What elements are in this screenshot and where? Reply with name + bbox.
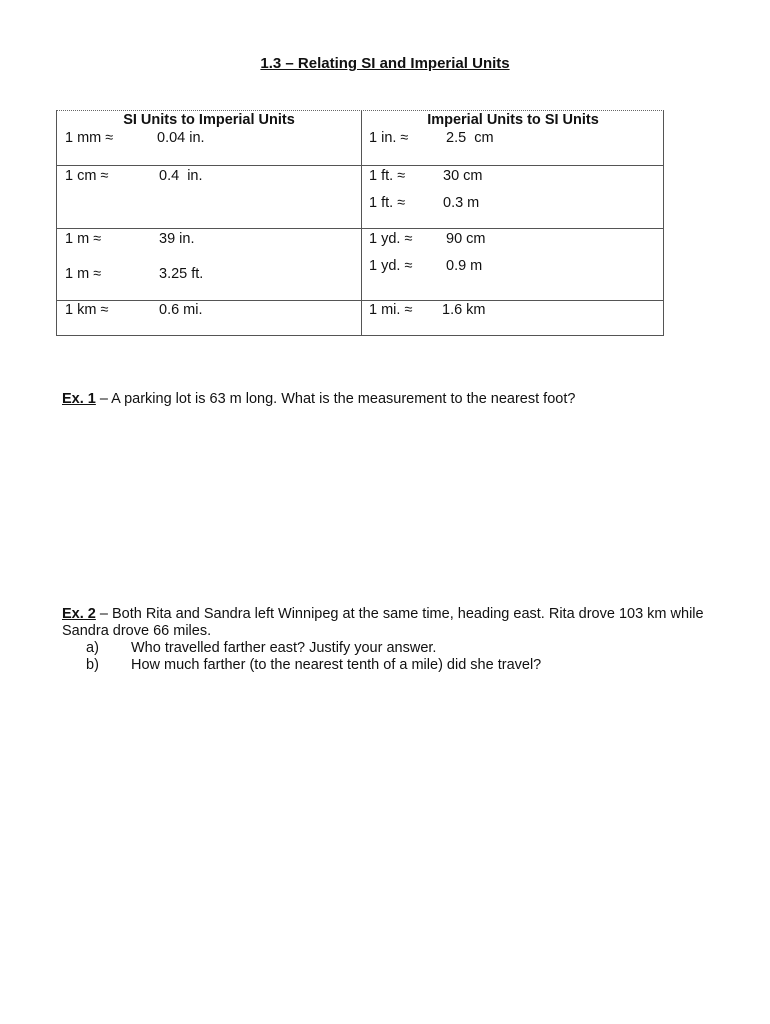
si-unit-m: 1 m ≈	[65, 266, 102, 282]
example-2-part-b-marker: b)	[86, 657, 99, 673]
imperial-value-in: 2.5 cm	[446, 130, 494, 146]
example-2-part-a-text: Who travelled farther east? Justify your answer.	[131, 640, 437, 656]
si-unit-m: 1 m ≈	[65, 231, 102, 247]
si-unit-mm: 1 mm ≈	[65, 130, 114, 146]
imperial-to-si-header: Imperial Units to SI Units	[427, 112, 599, 128]
example-1-text: – A parking lot is 63 m long. What is the measurement to the nearest foot?	[95, 391, 576, 407]
example-1-label: Ex. 1	[62, 391, 96, 407]
example-2-text: – Both Rita and Sandra left Winnipeg at the same time, heading east. Rita drove 103 km while Sandra drove 66 miles.	[62, 606, 704, 639]
imperial-unit-yd: 1 yd. ≈	[369, 258, 413, 274]
imperial-value-ft-cm: 30 cm	[443, 168, 483, 184]
imperial-unit-yd: 1 yd. ≈	[369, 231, 413, 247]
si-value-m-in: 39 in.	[159, 231, 195, 247]
imperial-unit-mi: 1 mi. ≈	[369, 302, 413, 318]
si-value-m-ft: 3.25 ft.	[159, 266, 204, 282]
imperial-unit-ft: 1 ft. ≈	[369, 195, 406, 211]
row-divider	[57, 300, 663, 301]
si-unit-km: 1 km ≈	[65, 302, 109, 318]
si-unit-cm: 1 cm ≈	[65, 168, 109, 184]
imperial-value-ft-m: 0.3 m	[443, 195, 480, 211]
imperial-value-yd-m: 0.9 m	[446, 258, 483, 274]
example-2-part-a-marker: a)	[86, 640, 99, 656]
example-1	[62, 391, 722, 408]
imperial-value-yd-cm: 90 cm	[446, 231, 486, 247]
row-divider	[57, 165, 663, 166]
si-value-km: 0.6 mi.	[159, 302, 203, 318]
si-value-mm: 0.04 in.	[157, 130, 205, 146]
imperial-unit-ft: 1 ft. ≈	[369, 168, 406, 184]
example-2	[62, 606, 712, 640]
imperial-value-mi: 1.6 km	[442, 302, 486, 318]
imperial-unit-in: 1 in. ≈	[369, 130, 409, 146]
example-2-label: Ex. 2	[62, 606, 96, 622]
conversion-table	[56, 110, 664, 336]
row-divider	[57, 228, 663, 229]
example-2-part-b-text: How much farther (to the nearest tenth of a mile) did she travel?	[131, 657, 542, 673]
page-title: 1.3 – Relating SI and Imperial Units	[260, 55, 510, 72]
column-divider	[361, 111, 362, 335]
si-to-imperial-header: SI Units to Imperial Units	[123, 112, 295, 128]
si-value-cm: 0.4 in.	[159, 168, 203, 184]
